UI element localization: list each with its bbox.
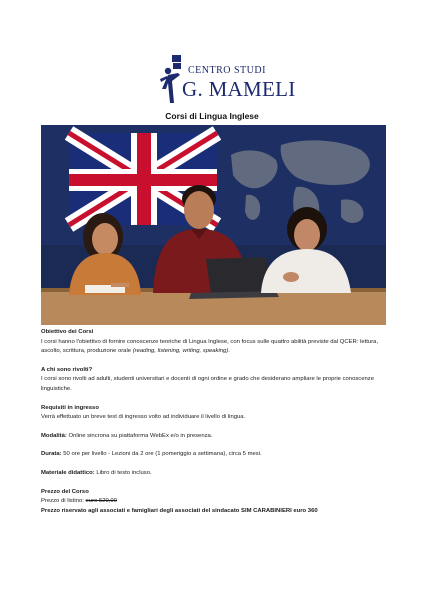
section-destinatari bbox=[41, 366, 386, 395]
section-prezzo bbox=[41, 488, 386, 517]
prezzo-riservato: Prezzo riservato agli associati e famigliari degli associati del sindacato SIM CARABINIERI euro 360 bbox=[41, 507, 318, 514]
materiale-text: Libro di testo incluso. bbox=[94, 469, 152, 476]
section-materiale bbox=[41, 469, 386, 479]
section-obiettivo bbox=[41, 328, 386, 357]
obiettivo-text: I corsi hanno l'obiettivo di fornire conoscenze teoriche di Lingua Inglese, con focus sulle quattro abilità previste dal QCER: lettura, ascolto, scrittura, produzione orale (reading, listening, writing, speaking). bbox=[41, 338, 379, 355]
section-modalita bbox=[41, 432, 386, 442]
materiale-label: Materiale didattico: bbox=[41, 469, 95, 476]
listino-value: euro 520,00 bbox=[85, 498, 117, 505]
destinatari-text: I corsi sono rivolti ad adulti, studenti universitari e docenti di ogni ordine e grado che desiderano ampliare le proprie conoscenze linguistiche. bbox=[41, 376, 375, 392]
listino-label: Prezzo di listino: bbox=[41, 498, 86, 505]
logo-line2: G. MAMELI bbox=[182, 77, 296, 101]
obiettivo-skills: (reading, listening, writing, speaking) bbox=[132, 348, 229, 355]
page-title: Corsi di Lingua Inglese bbox=[165, 111, 259, 121]
logo-figure-icon bbox=[158, 55, 184, 103]
obiettivo-heading: Obiettivo dei Corsi bbox=[41, 329, 94, 335]
students-photo bbox=[41, 125, 386, 325]
durata-label: Durata: bbox=[41, 451, 62, 458]
prezzo-heading: Prezzo del Corso bbox=[41, 488, 89, 495]
modalita-text: Online sincrona su piattaforma WebEx e/o in presenza. bbox=[66, 432, 213, 439]
section-requisiti bbox=[41, 404, 386, 423]
logo-line1: CENTRO STUDI bbox=[188, 65, 266, 76]
destinatari-heading: A chi sono rivolti? bbox=[41, 366, 93, 373]
course-info bbox=[41, 328, 386, 525]
durata-text: 50 ore per livello - Lezioni da 2 ore (1 pomeriggio a settimana), circa 5 mesi. bbox=[61, 451, 262, 458]
requisiti-heading: Requisiti in ingresso bbox=[41, 404, 99, 411]
centro-studi-logo bbox=[158, 55, 296, 105]
requisiti-text: Verrà effettuato un breve test di ingresso volto ad individuare il livello di lingua. bbox=[41, 414, 246, 421]
modalita-label: Modalità: bbox=[41, 432, 67, 439]
section-durata bbox=[41, 450, 386, 460]
